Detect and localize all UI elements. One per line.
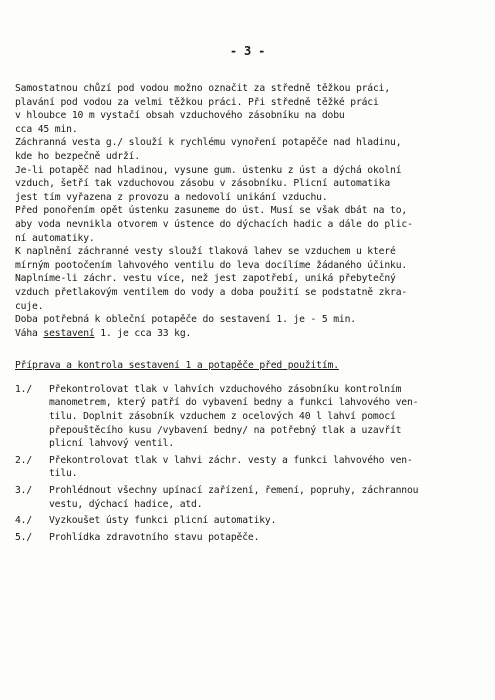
- list-item-line: vestu, dýchací hadice, atd.: [49, 498, 203, 510]
- text-line: vzduch přetlakovým ventilem do vody a doba použití se podstatně zkra-: [15, 286, 408, 298]
- list-item-line: tilu.: [49, 468, 78, 480]
- list-item-number: 3./: [15, 485, 33, 497]
- text-line: Doba potřebná k obleční potapěče do sestavení 1. je - 5 min.: [15, 314, 356, 326]
- list-item-number: 4./: [15, 515, 33, 527]
- text-line: mírným pootočením lahvového ventilu do leva docílíme žádaného účinku.: [15, 259, 408, 271]
- text-line: aby voda nevnikla otvorem v ústence do dýchacích hadic a dále do plic-: [15, 218, 413, 230]
- list-item-line: plicní lahvový ventil.: [49, 438, 175, 450]
- list-item-number: 2./: [15, 454, 33, 466]
- text-line: plavání pod vodou za velmi těžkou práci. Při středně těžké práci: [15, 96, 379, 108]
- text-line: vzduch, šetří tak vzduchovou zásobu v zásobníku. Plicní automatika: [15, 178, 391, 190]
- list-item-line: manometrem, který patří do vybavení bedny a funkci lahvového ven-: [49, 397, 419, 409]
- text-line: Před ponořením opět ústenku zasuneme do úst. Musí se však dbát na to,: [15, 205, 408, 217]
- list-item-line: přepouštěcího kusu /vybavení bedny/ na potřebný tlak a uzavřít: [49, 424, 402, 436]
- list-item: [15, 484, 480, 511]
- list-item: [15, 383, 480, 451]
- text-line: Samostatnou chůzí pod vodou možno označit za středně těžkou práci,: [15, 83, 391, 94]
- body-text: [15, 82, 480, 340]
- text-line: v hloubce 10 m vystačí obsah vzduchového zásobníku na dobu: [15, 110, 345, 122]
- page-number: - 3 -: [229, 44, 266, 58]
- list-item-number: 1./: [15, 383, 33, 395]
- list-item-line: Prohlédnout všechny upínací zařízení, řemení, popruhy, záchrannou: [49, 485, 419, 497]
- list-item-line: Prohlídka zdravotního stavu potapěče.: [49, 531, 260, 543]
- text-line: Záchranná vesta g./ slouží k rychlému vynoření potapěče nad hladinu,: [15, 137, 402, 149]
- list-item: [15, 454, 480, 481]
- text-line: ní automatiky.: [15, 232, 95, 244]
- weight-suffix: 1. je cca 33 kg.: [94, 327, 192, 339]
- document-body: [15, 82, 480, 547]
- text-line: Naplníme-li záchr. vestu více, než jest zapotřebí, uniká přebytečný: [15, 273, 396, 285]
- text-line: kde ho bezpečně udrží.: [15, 150, 141, 162]
- checklist: [15, 383, 480, 545]
- weight-underlined-word: sestavení: [43, 327, 95, 339]
- text-line: K naplnění záchranné vesty slouží tlaková lahev se vzduchem u které: [15, 246, 396, 258]
- section-heading-text: Příprava a kontrola sestavení 1 a potapěče před použitím.: [15, 360, 339, 372]
- list-item-number: 5./: [15, 531, 33, 543]
- list-item-line: Vyzkoušet ústy funkci plicní automatiky.: [49, 515, 277, 527]
- list-item-line: Překontrolovat tlak v lahvi záchr. vesty a funkci lahvového ven-: [49, 454, 413, 466]
- list-item: [15, 531, 480, 545]
- list-item-line: tilu. Doplnit zásobník vzduchem z ocelových 40 l lahví pomocí: [49, 411, 396, 423]
- text-line: Je-li potapěč nad hladinou, vysune gum. ústenku z úst a dýchá okolní: [15, 164, 402, 176]
- text-line: cuje.: [15, 300, 44, 312]
- list-item: [15, 514, 480, 528]
- text-line: cca 45 min.: [15, 123, 78, 135]
- section-heading: [15, 359, 480, 373]
- weight-prefix: Váha: [15, 327, 44, 339]
- text-line-weight: [15, 327, 480, 341]
- text-line: jest tím vyřazena z provozu a nedovolí unikání vzduchu.: [15, 191, 328, 203]
- list-item-line: Překontrolovat tlak v lahvích vzduchového zásobníku kontrolním: [49, 383, 402, 395]
